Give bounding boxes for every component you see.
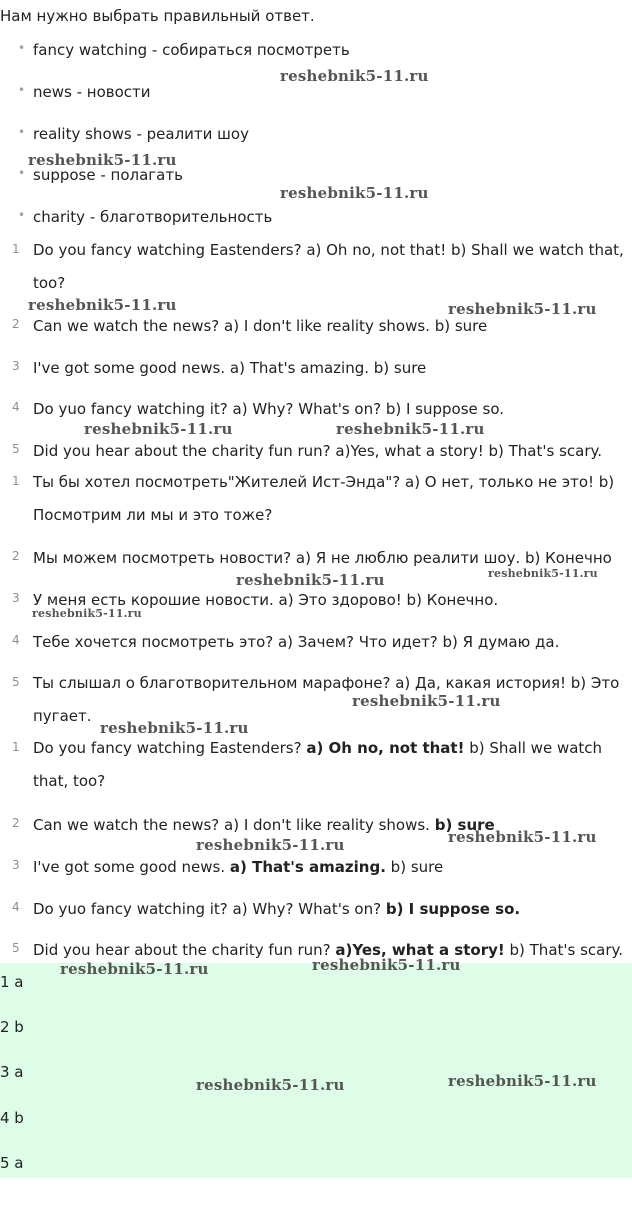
watermark: reshebnik5-11.ru [84, 420, 233, 438]
watermark: reshebnik5-11.ru [28, 296, 177, 314]
bullet-icon: • [18, 208, 26, 222]
watermark: reshebnik5-11.ru [236, 571, 385, 589]
watermark: reshebnik5-11.ru [488, 567, 598, 580]
watermark: reshebnik5-11.ru [352, 692, 501, 710]
correct-answer: b) sure [434, 816, 495, 834]
answer-line: 4 b [0, 1109, 24, 1127]
watermark: reshebnik5-11.ru [196, 1076, 345, 1094]
answer-line: 1 a [0, 973, 24, 991]
watermark: reshebnik5-11.ru [196, 836, 345, 854]
correct-answer: b) I suppose so. [385, 900, 521, 918]
watermark: reshebnik5-11.ru [28, 151, 177, 169]
intro-text: Нам нужно выбрать правильный ответ. [0, 7, 315, 25]
watermark: reshebnik5-11.ru [100, 719, 249, 737]
watermark: reshebnik5-11.ru [32, 607, 142, 620]
watermark: reshebnik5-11.ru [312, 956, 461, 974]
bullet-icon: • [18, 166, 26, 180]
correct-answer: a) Oh no, not that! [306, 739, 465, 757]
correct-answer: a) That's amazing. [229, 858, 386, 876]
watermark: reshebnik5-11.ru [280, 67, 429, 85]
answer-box [0, 963, 632, 1178]
bullet-icon: • [18, 41, 26, 55]
watermark: reshebnik5-11.ru [448, 828, 597, 846]
bullet-icon: • [18, 125, 26, 139]
watermark: reshebnik5-11.ru [336, 420, 485, 438]
bullet-icon: • [18, 83, 26, 97]
correct-answer: a)Yes, what a story! [335, 941, 505, 959]
answer-line: 2 b [0, 1018, 24, 1036]
watermark: reshebnik5-11.ru [448, 300, 597, 318]
answer-line: 3 a [0, 1063, 24, 1081]
watermark: reshebnik5-11.ru [280, 184, 429, 202]
watermark: reshebnik5-11.ru [448, 1072, 597, 1090]
answer-line: 5 a [0, 1154, 24, 1172]
watermark: reshebnik5-11.ru [60, 960, 209, 978]
